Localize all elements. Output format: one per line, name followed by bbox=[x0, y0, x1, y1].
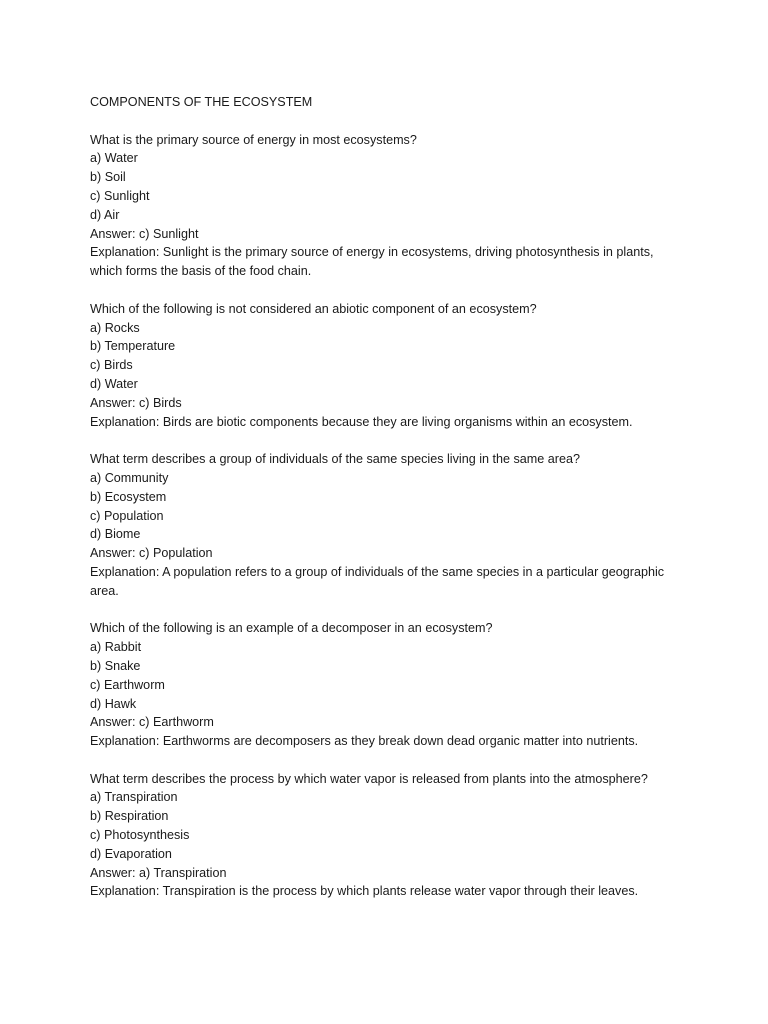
answer-option: a) Water bbox=[90, 151, 138, 166]
answer-text: Answer: c) Birds bbox=[90, 395, 182, 410]
explanation-text: Explanation: Earthworms are decomposers as they break down dead organic matter into nutrients. bbox=[90, 734, 639, 749]
answer-option: d) Air bbox=[90, 207, 120, 222]
answer-text: Answer: c) Sunlight bbox=[90, 226, 199, 241]
answer-option: c) Sunlight bbox=[90, 188, 150, 203]
answer-text: Answer: a) Transpiration bbox=[90, 865, 227, 880]
answer-option: d) Water bbox=[90, 376, 138, 391]
explanation-text: Explanation: Birds are biotic components because they are living organisms within an ecosystem. bbox=[90, 414, 633, 429]
explanation-text: Explanation: Sunlight is the primary source of energy in ecosystems, driving photosynthesis in plants, which forms the basis of the food chain. bbox=[90, 245, 654, 279]
answer-option: b) Soil bbox=[90, 170, 126, 185]
question-text: What term describes a group of individuals of the same species living in the same area? bbox=[90, 452, 581, 467]
answer-option: c) Birds bbox=[90, 358, 133, 373]
question-text: What term describes the process by which water vapor is released from plants into the atmosphere? bbox=[90, 771, 648, 786]
document-content bbox=[90, 93, 680, 901]
question-block bbox=[90, 770, 680, 902]
question-block bbox=[90, 300, 680, 432]
answer-option: a) Transpiration bbox=[90, 790, 178, 805]
answer-option: a) Community bbox=[90, 470, 169, 485]
answer-option: d) Evaporation bbox=[90, 846, 172, 861]
question-block bbox=[90, 131, 680, 281]
answer-option: b) Snake bbox=[90, 658, 141, 673]
answer-option: d) Hawk bbox=[90, 696, 137, 711]
explanation-text: Explanation: Transpiration is the process by which plants release water vapor through their leaves. bbox=[90, 884, 639, 899]
answer-option: c) Earthworm bbox=[90, 677, 165, 692]
question-list bbox=[90, 131, 680, 902]
answer-option: d) Biome bbox=[90, 527, 141, 542]
answer-option: b) Respiration bbox=[90, 809, 169, 824]
answer-option: c) Population bbox=[90, 508, 164, 523]
question-block bbox=[90, 619, 680, 751]
question-text: Which of the following is not considered an abiotic component of an ecosystem? bbox=[90, 301, 537, 316]
explanation-text: Explanation: A population refers to a group of individuals of the same species in a particular geographic area. bbox=[90, 564, 665, 598]
question-block bbox=[90, 450, 680, 600]
answer-option: a) Rocks bbox=[90, 320, 140, 335]
answer-option: c) Photosynthesis bbox=[90, 828, 190, 843]
answer-option: b) Temperature bbox=[90, 339, 176, 354]
question-text: What is the primary source of energy in most ecosystems? bbox=[90, 132, 417, 147]
answer-option: a) Rabbit bbox=[90, 640, 142, 655]
question-text: Which of the following is an example of a decomposer in an ecosystem? bbox=[90, 621, 493, 636]
document-title: COMPONENTS OF THE ECOSYSTEM bbox=[90, 95, 313, 109]
answer-option: b) Ecosystem bbox=[90, 489, 167, 504]
answer-text: Answer: c) Earthworm bbox=[90, 715, 214, 730]
answer-text: Answer: c) Population bbox=[90, 546, 213, 561]
